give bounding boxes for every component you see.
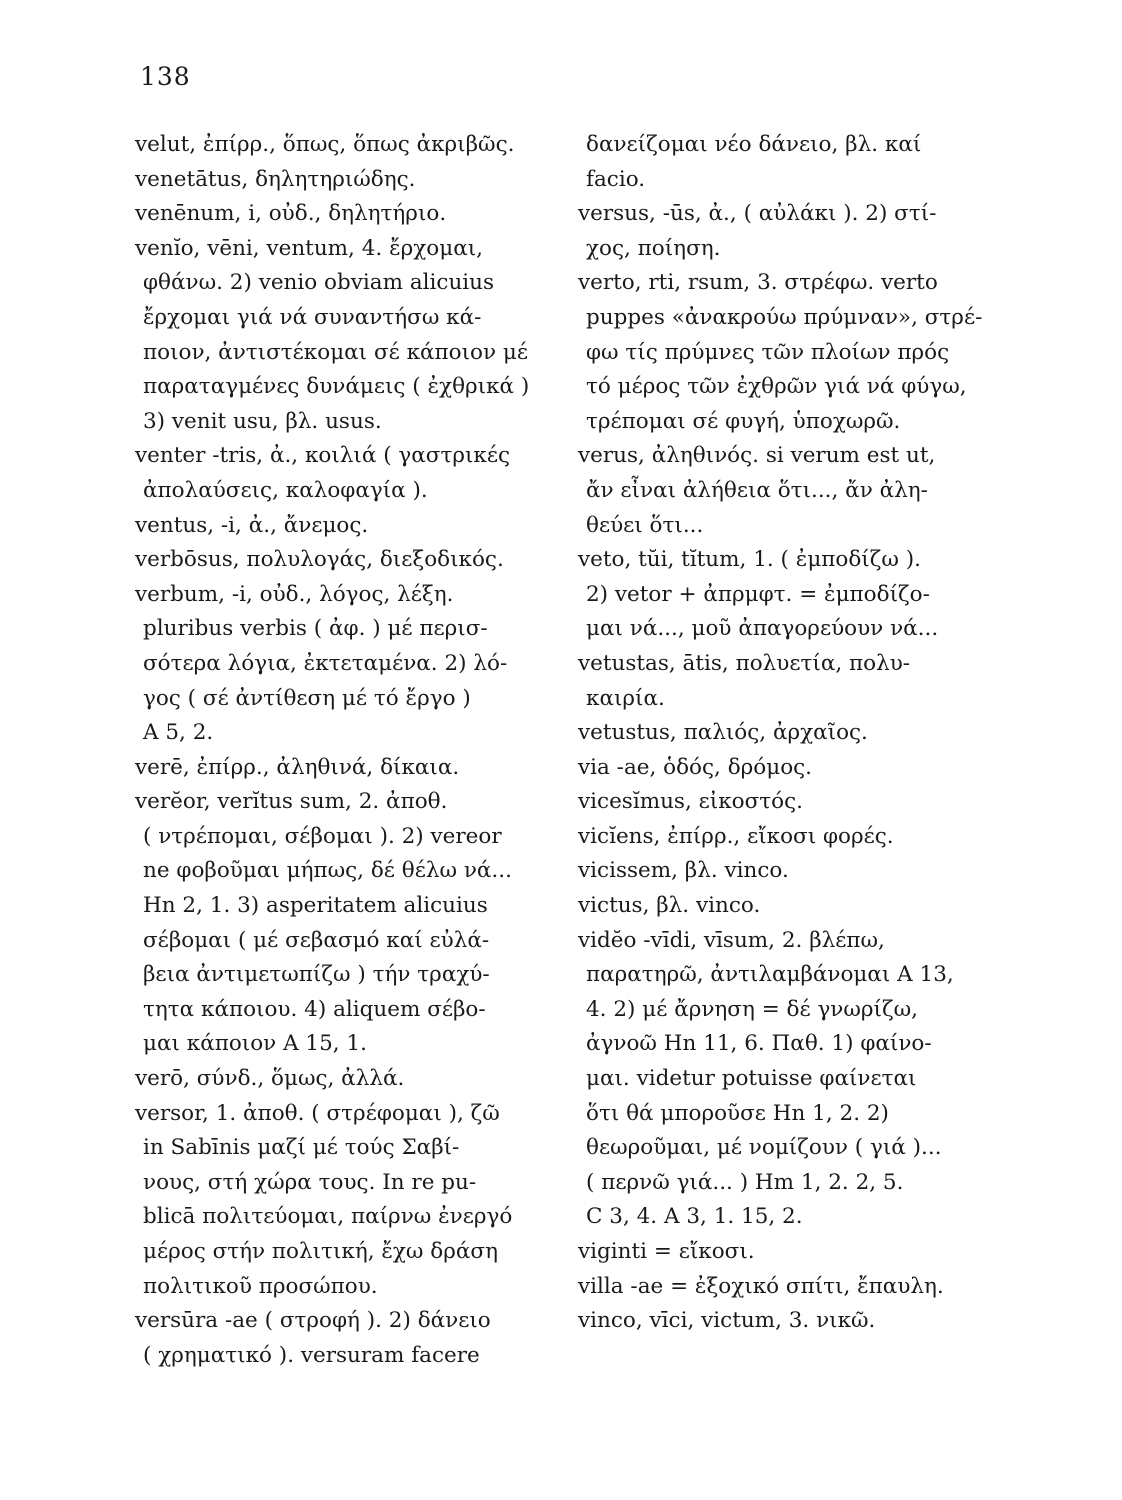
dictionary-line: venetātus, δηλητηριώδης. xyxy=(135,166,416,192)
dictionary-line: verbōsus, πολυλογάς, διεξοδικός. xyxy=(135,547,504,573)
dictionary-line: verĕor, verĭtus sum, 2. ἀποθ. xyxy=(135,789,448,815)
dictionary-line: φω τίς πρύμνες τῶν πλοίων πρός xyxy=(586,339,950,365)
dictionary-line: venēnum, i, οὐδ., δηλητήριο. xyxy=(135,201,447,227)
dictionary-line: δανείζομαι νέο δάνειο, βλ. καί xyxy=(586,132,922,157)
dictionary-line: σέβομαι ( μέ σεβασμό καί εὐλά- xyxy=(143,927,490,953)
dictionary-line: πολιτικοῦ προσώπου. xyxy=(143,1273,378,1299)
dictionary-line: ( χρηματικό ). versuram facere xyxy=(143,1342,480,1368)
dictionary-line: via -ae, ὁδός, δρόμος. xyxy=(578,754,813,780)
dictionary-line: venĭo, vēni, ventum, 4. ἔρχομαι, xyxy=(135,235,483,261)
dictionary-line: victus, βλ. vinco. xyxy=(578,893,761,919)
dictionary-line: C 3, 4. A 3, 1. 15, 2. xyxy=(586,1204,803,1230)
dictionary-line: γος ( σέ ἀντίθεση μέ τό ἔργο ) xyxy=(143,685,471,711)
dictionary-line: ὅτι θά μποροῦσε Hn 1, 2. 2) xyxy=(586,1100,889,1126)
dictionary-line: ποιον, ἀντιστέκομαι σέ κάποιον μέ xyxy=(143,339,529,365)
dictionary-line: μέρος στήν πολιτική, ἔχω δράση xyxy=(143,1239,498,1264)
dictionary-line: τρέπομαι σέ φυγή, ὑποχωρῶ. xyxy=(586,408,901,434)
dictionary-line: vetustus, παλιός, ἀρχαῖος. xyxy=(578,720,868,746)
dictionary-line: τό μέρος τῶν ἐχθρῶν γιά νά φύγω, xyxy=(586,374,967,400)
dictionary-line: versūra -ae ( στροφή ). 2) δάνειο xyxy=(135,1308,491,1334)
dictionary-line: vicesĭmus, εἰκοστός. xyxy=(578,789,803,815)
page-number: 138 xyxy=(140,62,191,91)
dictionary-line: τητα κάποιου. 4) aliquem σέβο- xyxy=(143,996,486,1022)
dictionary-line: velut, ἐπίρρ., ὅπως, ὅπως ἀκριβῶς. xyxy=(135,132,515,157)
dictionary-line: παρατηρῶ, ἀντιλαμβάνομαι A 13, xyxy=(586,962,954,988)
dictionary-line: 2) vetor + ἀπρμφτ. = ἐμποδίζο- xyxy=(586,581,930,607)
dictionary-line: vinco, vīci, victum, 3. νικῶ. xyxy=(578,1308,876,1334)
dictionary-line: ἄν εἶναι ἀλήθεια ὅτι..., ἄν ἀλη- xyxy=(586,477,928,503)
dictionary-line: μαι κάποιον A 15, 1. xyxy=(143,1031,367,1057)
dictionary-line: σότερα λόγια, ἐκτεταμένα. 2) λό- xyxy=(143,650,508,676)
dictionary-line: ( περνῶ γιά... ) Hm 1, 2. 2, 5. xyxy=(586,1169,904,1195)
dictionary-line: μαι νά..., μοῦ ἀπαγορεύουν νά... xyxy=(586,616,939,642)
dictionary-line: καιρία. xyxy=(586,685,665,711)
dictionary-line: θεωροῦμαι, μέ νομίζουν ( γιά )... xyxy=(586,1135,942,1161)
dictionary-line: verō, σύνδ., ὅμως, ἀλλά. xyxy=(135,1066,405,1092)
dictionary-line: vidĕo -vīdi, vīsum, 2. βλέπω, xyxy=(578,927,885,953)
dictionary-line: ventus, -i, ἀ., ἄνεμος. xyxy=(135,512,369,538)
dictionary-line: verē, ἐπίρρ., ἀληθινά, δίκαια. xyxy=(135,754,460,780)
dictionary-line: facio. xyxy=(586,166,646,192)
dictionary-line: verus, ἀληθινός. si verum est ut, xyxy=(578,443,936,469)
dictionary-line: ἀπολαύσεις, καλοφαγία ). xyxy=(143,477,428,503)
dictionary-line: pluribus verbis ( ἀφ. ) μέ περισ- xyxy=(143,616,488,642)
dictionary-line: verto, rti, rsum, 3. στρέφω. verto xyxy=(578,270,938,296)
dictionary-line: ne φοβοῦμαι μήπως, δέ θέλω νά... xyxy=(143,858,512,884)
dictionary-line: Hn 2, 1. 3) asperitatem alicuius xyxy=(143,893,488,919)
dictionary-line: 4. 2) μέ ἄρνηση = δέ γνωρίζω, xyxy=(586,996,919,1022)
dictionary-line: versus, -ūs, ἀ., ( αὐλάκι ). 2) στί- xyxy=(578,201,937,227)
dictionary-line: 3) venit usu, βλ. usus. xyxy=(143,408,382,434)
dictionary-line: μαι. videtur potuisse φαίνεται xyxy=(586,1066,917,1092)
dictionary-line: χος, ποίηση. xyxy=(586,235,721,261)
dictionary-line: vicĭens, ἐπίρρ., εἴκοσι φορές. xyxy=(578,823,894,849)
right-column xyxy=(578,128,1048,1339)
dictionary-line: viginti = εἴκοσι. xyxy=(578,1239,755,1264)
dictionary-line: venter -tris, ἀ., κοιλιά ( γαστρικές xyxy=(135,443,511,469)
dictionary-line: ( ντρέπομαι, σέβομαι ). 2) vereor xyxy=(143,823,502,849)
dictionary-line: ἀγνοῶ Hn 11, 6. Παθ. 1) φαίνο- xyxy=(586,1031,932,1057)
dictionary-line: A 5, 2. xyxy=(143,720,214,746)
dictionary-line: παραταγμένες δυνάμεις ( ἐχθρικά ) xyxy=(143,374,530,400)
dictionary-line: νους, στή χώρα τους. In re pu- xyxy=(143,1169,477,1195)
dictionary-line: blicā πολιτεύομαι, παίρνω ἐνεργό xyxy=(143,1204,513,1230)
dictionary-line: φθάνω. 2) venio obviam alicuius xyxy=(143,270,495,296)
dictionary-line: puppes «ἀνακρούω πρύμναν», στρέ- xyxy=(586,304,983,330)
dictionary-line: verbum, -i, οὐδ., λόγος, λέξη. xyxy=(135,581,454,607)
dictionary-line: villa -ae = ἐξοχικό σπίτι, ἔπαυλη. xyxy=(578,1273,944,1299)
dictionary-line: in Sabīnis μαζί μέ τούς Σαβί- xyxy=(143,1135,460,1161)
left-column xyxy=(135,128,565,1373)
dictionary-line: ἔρχομαι γιά νά συναντήσω κά- xyxy=(143,304,482,330)
dictionary-line: veto, tŭi, tĭtum, 1. ( ἐμποδίζω ). xyxy=(578,547,921,573)
dictionary-line: vetustas, ātis, πολυετία, πολυ- xyxy=(578,650,911,676)
dictionary-line: βεια ἀντιμετωπίζω ) τήν τραχύ- xyxy=(143,962,490,988)
dictionary-line: versor, 1. ἀποθ. ( στρέφομαι ), ζῶ xyxy=(135,1100,500,1126)
dictionary-line: vicissem, βλ. vinco. xyxy=(578,858,789,884)
dictionary-line: θεύει ὅτι... xyxy=(586,512,704,538)
